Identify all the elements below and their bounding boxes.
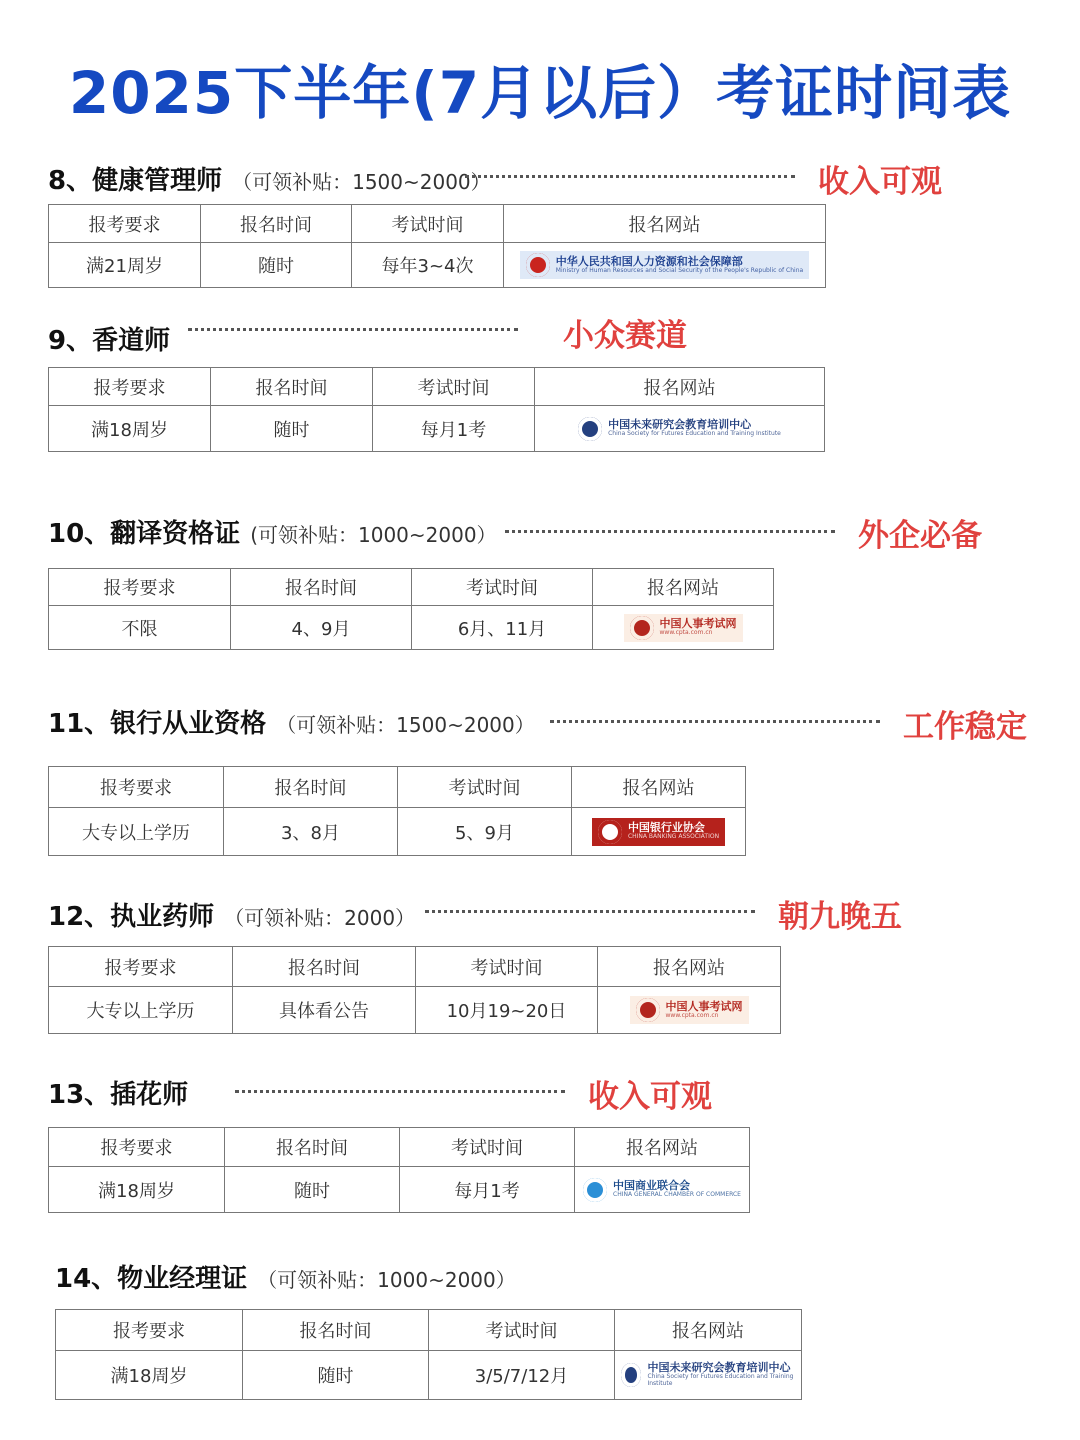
column-header: 报名网站 [593, 569, 774, 606]
table-cell: 3/5/7/12月 [429, 1351, 615, 1400]
website-cell [504, 243, 826, 288]
logo-text [647, 1362, 795, 1387]
logo-title: 中华人民共和国人力资源和社会保障部 [555, 254, 743, 268]
section-heading [48, 320, 170, 357]
logo-title: 中国人事考试网 [659, 617, 737, 631]
column-header: 报考要求 [49, 569, 231, 606]
building-emblem-icon [621, 1363, 641, 1387]
table-row [56, 1351, 802, 1400]
table-cell: 不限 [49, 606, 231, 650]
table-cell: 满18周岁 [49, 406, 211, 452]
dotted-leader [550, 720, 880, 723]
website-cell [572, 808, 746, 856]
website-logo-link[interactable] [577, 1176, 747, 1204]
column-header: 报考要求 [49, 947, 233, 987]
section-heading [48, 896, 415, 933]
logo-text [628, 822, 719, 841]
website-cell [535, 406, 825, 452]
logo-subtitle: www.cpta.com.cn [659, 629, 713, 637]
logo-subtitle: China Society for Futures Education and Training Institute [608, 430, 781, 438]
table-cell: 满18周岁 [56, 1351, 243, 1400]
section-heading [48, 160, 491, 197]
table-cell: 每月1考 [400, 1167, 575, 1213]
column-header: 报名网站 [504, 205, 826, 243]
column-header: 考试时间 [400, 1128, 575, 1167]
section-title: 10、翻译资格证 [48, 519, 241, 549]
website-cell [598, 987, 781, 1034]
exam-info-table [48, 367, 825, 452]
logo-subtitle: China Society for Futures Education and Training Institute [647, 1373, 794, 1388]
logo-text [608, 419, 781, 438]
column-header: 报考要求 [49, 1128, 225, 1167]
table-cell: 随时 [243, 1351, 429, 1400]
section-title: 11、银行从业资格 [48, 709, 267, 739]
website-logo-link[interactable] [615, 1360, 801, 1389]
table-header-row [49, 205, 826, 243]
logo-title: 中国未来研究会教育培训中心 [647, 1361, 791, 1375]
section-title: 8、健康管理师 [48, 166, 223, 196]
subsidy-note: （可领补贴：2000） [224, 906, 416, 930]
table-row [49, 1167, 750, 1213]
subsidy-note: （可领补贴：1500~2000） [276, 713, 535, 737]
subsidy-note: （可领补贴：1000~2000） [257, 1268, 516, 1292]
column-header: 考试时间 [412, 569, 593, 606]
highlight-tag: 收入可观 [818, 164, 942, 200]
column-header: 考试时间 [352, 205, 504, 243]
subsidy-note: （可领补贴：1500~2000） [232, 170, 491, 194]
logo-text [613, 1180, 741, 1199]
website-cell [575, 1167, 750, 1213]
section-heading [48, 703, 535, 740]
table-cell: 随时 [225, 1167, 400, 1213]
table-cell: 3、8月 [224, 808, 398, 856]
website-logo-link[interactable] [520, 251, 809, 279]
table-cell: 每月1考 [373, 406, 535, 452]
column-header: 报名时间 [231, 569, 412, 606]
section-heading [48, 513, 497, 550]
logo-subtitle: Ministry of Human Resources and Social Security of the People's Republic of China [555, 266, 804, 274]
column-header: 考试时间 [373, 368, 535, 406]
column-header: 考试时间 [398, 767, 572, 808]
column-header: 报名网站 [535, 368, 825, 406]
column-header: 报名网站 [575, 1128, 750, 1167]
logo-subtitle: CHINA GENERAL CHAMBER OF COMMERCE [613, 1191, 741, 1199]
building-emblem-icon [578, 417, 602, 441]
column-header: 报考要求 [56, 1310, 243, 1351]
column-header: 报名网站 [598, 947, 781, 987]
cpta-emblem-icon [636, 998, 660, 1022]
dotted-leader [425, 910, 755, 913]
national-emblem-icon [526, 253, 550, 277]
table-header-row [49, 947, 781, 987]
exam-info-table [48, 204, 826, 288]
table-row [49, 243, 826, 288]
highlight-tag: 小众赛道 [563, 318, 687, 354]
highlight-tag: 朝九晚五 [778, 899, 902, 935]
table-header-row [49, 1128, 750, 1167]
website-cell [593, 606, 774, 650]
column-header: 报名时间 [224, 767, 398, 808]
logo-title: 中国银行业协会 [627, 821, 705, 835]
section-heading [48, 1074, 188, 1111]
column-header: 报名网站 [615, 1310, 802, 1351]
subsidy-note: (可领补贴：1000~2000） [250, 523, 497, 547]
table-cell: 每年3~4次 [352, 243, 504, 288]
website-logo-link[interactable] [592, 818, 725, 846]
section-title: 9、香道师 [48, 326, 171, 356]
page-title: 2025下半年(7月以后）考证时间表 [68, 59, 1012, 127]
exam-info-table [48, 946, 781, 1034]
column-header: 考试时间 [416, 947, 598, 987]
commerce-federation-icon [583, 1178, 607, 1202]
exam-info-table [48, 766, 746, 856]
dotted-leader [235, 1090, 565, 1093]
table-cell: 具体看公告 [233, 987, 416, 1034]
table-cell: 随时 [211, 406, 373, 452]
highlight-tag: 收入可观 [588, 1079, 712, 1115]
section-heading [55, 1258, 516, 1295]
exam-info-table [48, 568, 774, 650]
dotted-leader [465, 175, 795, 178]
section-title: 13、插花师 [48, 1080, 189, 1110]
table-row [49, 606, 774, 650]
banking-association-icon [598, 820, 622, 844]
column-header: 报名网站 [572, 767, 746, 808]
logo-title: 中国商业联合会 [613, 1179, 691, 1193]
table-cell: 随时 [201, 243, 352, 288]
website-logo-link[interactable] [624, 614, 743, 642]
cpta-emblem-icon [630, 616, 654, 640]
highlight-tag: 工作稳定 [903, 709, 1027, 745]
logo-subtitle: CHINA BANKING ASSOCIATION [627, 833, 720, 841]
column-header: 报考要求 [49, 368, 211, 406]
column-header: 报考要求 [49, 767, 224, 808]
exam-info-table [48, 1127, 750, 1213]
table-cell: 4、9月 [231, 606, 412, 650]
logo-subtitle: www.cpta.com.cn [665, 1011, 719, 1019]
table-cell: 10月19~20日 [416, 987, 598, 1034]
table-header-row [49, 569, 774, 606]
logo-text [666, 1001, 743, 1020]
table-cell: 满21周岁 [49, 243, 201, 288]
table-cell: 6月、11月 [412, 606, 593, 650]
table-cell: 大专以上学历 [49, 808, 224, 856]
table-row [49, 808, 746, 856]
column-header: 报名时间 [233, 947, 416, 987]
website-cell [615, 1351, 802, 1400]
table-header-row [49, 368, 825, 406]
table-cell: 5、9月 [398, 808, 572, 856]
section-title: 14、物业经理证 [55, 1264, 248, 1294]
column-header: 考试时间 [429, 1310, 615, 1351]
logo-text [556, 256, 803, 275]
column-header: 报名时间 [243, 1310, 429, 1351]
column-header: 报考要求 [49, 205, 201, 243]
website-logo-link[interactable] [630, 996, 749, 1024]
website-logo-link[interactable] [572, 415, 787, 443]
table-cell: 大专以上学历 [49, 987, 233, 1034]
exam-info-table [55, 1309, 802, 1400]
dotted-leader [188, 328, 518, 331]
logo-text [660, 618, 737, 637]
highlight-tag: 外企必备 [858, 518, 982, 554]
table-cell: 满18周岁 [49, 1167, 225, 1213]
logo-title: 中国未来研究会教育培训中心 [608, 418, 752, 432]
column-header: 报名时间 [225, 1128, 400, 1167]
column-header: 报名时间 [211, 368, 373, 406]
dotted-leader [505, 530, 835, 533]
table-header-row [49, 767, 746, 808]
section-title: 12、执业药师 [48, 902, 215, 932]
table-row [49, 406, 825, 452]
column-header: 报名时间 [201, 205, 352, 243]
table-header-row [56, 1310, 802, 1351]
table-row [49, 987, 781, 1034]
logo-title: 中国人事考试网 [665, 999, 743, 1013]
